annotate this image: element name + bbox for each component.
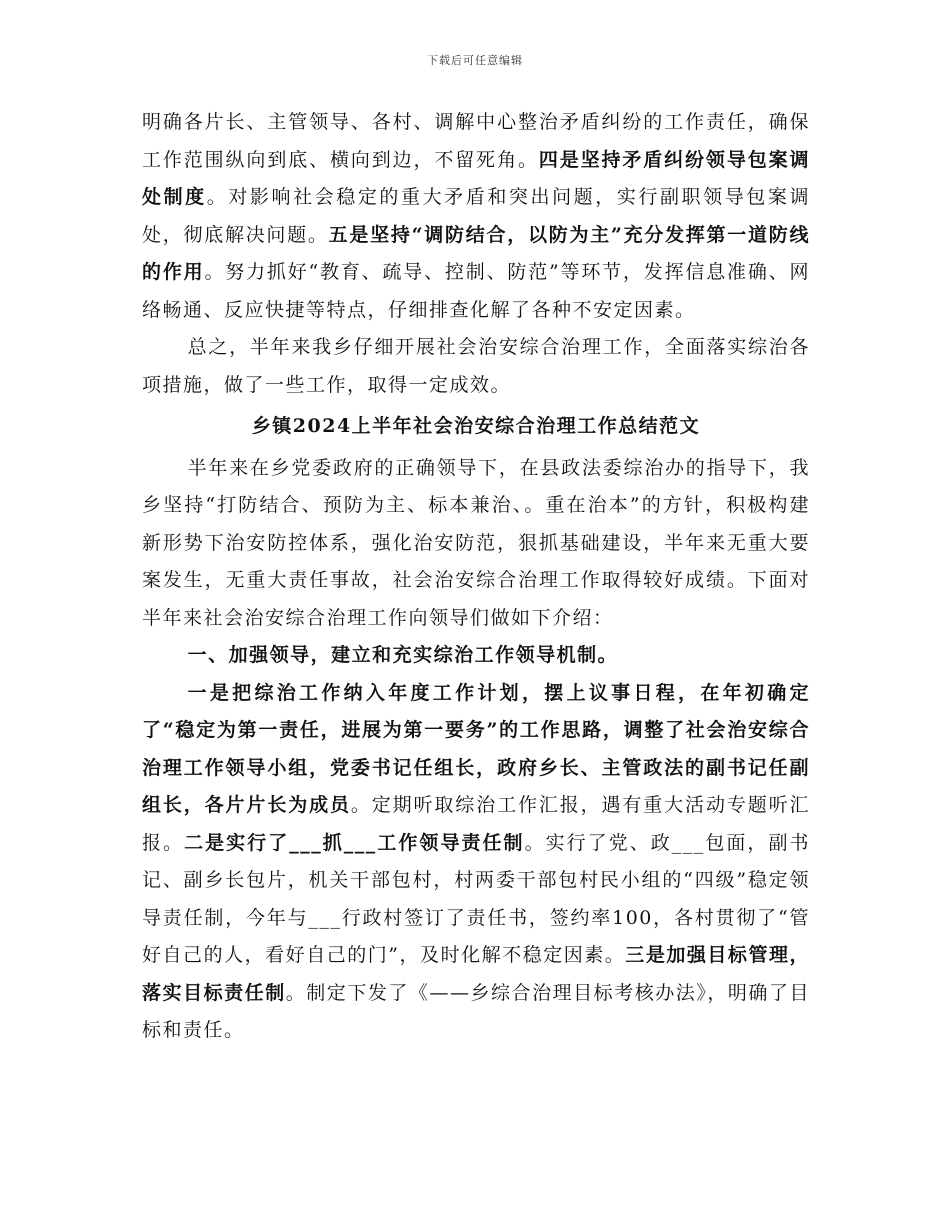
section-heading: 一、加强领导，建立和充实综治工作领导机制。 bbox=[187, 644, 619, 666]
page-header: 下载后可任意编辑 bbox=[427, 54, 523, 67]
text-run: 明确各片长、主管领导、各村、调解中心整治矛盾纠纷的工作责任，确保工作范围纵向到底、横向到边，不留死角。 bbox=[142, 111, 810, 171]
bold-text-run: 一是把综治工作纳入年度工作计划，摆上议事日程，在年初确定了“稳定为第一责任，进展为第一要务”的工作思路，调整了社会治安综合治理工作领导小组，党委书记任组长，政府乡长、主管政法的副书记任副组长，各片片长为成员 bbox=[142, 681, 810, 816]
text-run: 。实行了党、政___包面，副书记、副乡长包片，机关干部包村，村两委干部包村民小组的“四级”稳定领导责任制，今年与___行政村签订了责任书，签约率100，各村贯彻了“管好自己的人，看好自己的门”，及时化解不稳定因素。 bbox=[142, 831, 810, 966]
paragraph-summary: 总之，半年来我乡仔细开展社会治安综合治理工作，全面落实综治各项措施，做了一些工作，取得一定成效。 bbox=[142, 336, 810, 396]
text-run: 。定期听取综治工作汇报，遇有重大活动专题听汇报。 bbox=[142, 794, 810, 854]
paragraph bbox=[142, 104, 810, 329]
text-run: 。对影响社会稳定的重大矛盾和突出问题，实行副职领导包案调处，彻底解决问题。 bbox=[142, 186, 810, 246]
paragraph-intro: 半年来在乡党委政府的正确领导下，在县政法委综治办的指导下，我乡坚持“打防结合、预防为主、标本兼治、。重在治本”的方针，积极构建新形势下治安防控体系，强化治安防范，狠抓基础建设，半年来无重大要案发生，无重大责任事故，社会治安综合治理工作取得较好成绩。下面对半年来社会治安综合治理工作向领导们做如下介绍： bbox=[142, 456, 810, 629]
text-run: 。制定下发了《——乡综合治理目标考核办法》，明确了目标和责任。 bbox=[142, 981, 810, 1041]
paragraph bbox=[142, 675, 810, 1050]
document-title: 乡镇2024上半年社会治安综合治理工作总结范文 bbox=[251, 415, 701, 437]
bold-text-run: 四是坚持矛盾纠纷领导包案调处制度 bbox=[142, 148, 810, 208]
bold-text-run: 二是实行了___抓___工作领导责任制 bbox=[184, 831, 525, 854]
bold-text-run: 三是加强目标管理，落实目标责任制 bbox=[142, 944, 810, 1004]
text-run: 。努力抓好“教育、疏导、控制、防范”等环节，发挥信息准确、网络畅通、反应快捷等特点，仔细排查化解了各种不安定因素。 bbox=[142, 261, 810, 321]
bold-text-run: 五是坚持“调防结合，以防为主”充分发挥第一道防线的作用 bbox=[142, 223, 810, 283]
document-body bbox=[142, 104, 810, 1050]
